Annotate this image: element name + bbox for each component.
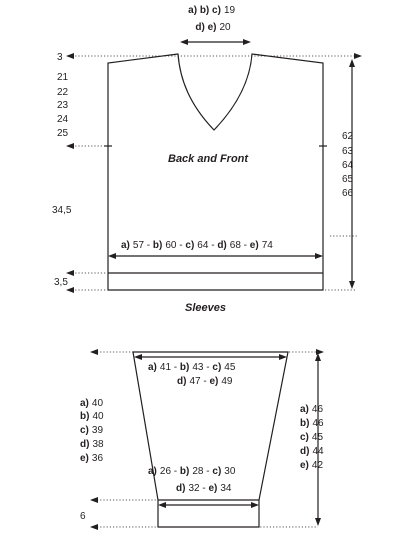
svg-text:a)40: a) 40 [80, 398, 104, 409]
svg-text:b)40: b) 40 [80, 411, 104, 422]
sleeve-top-width-arrow [134, 354, 287, 360]
sleeve-total-length-values [300, 404, 324, 471]
top-band-label: 3 [57, 52, 63, 63]
cuff-width-label: a) 26 - b) 28 - c) 30 d) 32 - e) 34 [148, 466, 236, 494]
armhole-depth-values [57, 72, 69, 139]
svg-text:b)46: b) 46 [300, 418, 324, 429]
svg-text:c)45: c) 45 [300, 432, 324, 443]
svg-text:64: 64 [342, 160, 354, 171]
side-length-label: 34,5 [52, 205, 72, 216]
body-width-label: a) 57 - b) 60 - c) 64 - d) 68 - e) 74 [121, 240, 273, 251]
body-width-arrow [108, 253, 323, 259]
cuff-width-arrow [158, 502, 259, 508]
svg-text:e)42: e) 42 [300, 460, 324, 471]
svg-text:24: 24 [57, 114, 69, 125]
svg-text:25: 25 [57, 128, 69, 139]
neck-width-arrow [180, 39, 251, 45]
svg-text:21: 21 [57, 72, 69, 83]
cuff-label: 6 [80, 511, 86, 522]
sleeve-top-width-label: a) 41 - b) 43 - c) 45 d) 47 - e) 49 [148, 362, 236, 387]
svg-text:66: 66 [342, 188, 354, 199]
body-outline [108, 54, 323, 290]
sleeve-title: Sleeves [185, 302, 226, 314]
rib-label: 3,5 [54, 277, 68, 288]
svg-text:23: 23 [57, 100, 69, 111]
svg-text:a)46: a) 46 [300, 404, 324, 415]
sleeve-piece [80, 302, 324, 530]
svg-text:65: 65 [342, 174, 354, 185]
neck-width-label: a) b) c) 19 d) e) 20 [188, 5, 236, 33]
sleeve-side-length-values [80, 398, 104, 464]
svg-text:e)36: e) 36 [80, 453, 104, 464]
svg-text:22: 22 [57, 87, 69, 98]
svg-text:62: 62 [342, 131, 354, 142]
body-piece [52, 5, 362, 293]
svg-text:63: 63 [342, 146, 354, 157]
svg-text:d)38: d) 38 [80, 439, 104, 450]
svg-text:d)44: d) 44 [300, 446, 324, 457]
body-title: Back and Front [168, 153, 249, 165]
svg-text:c)39: c) 39 [80, 425, 104, 436]
